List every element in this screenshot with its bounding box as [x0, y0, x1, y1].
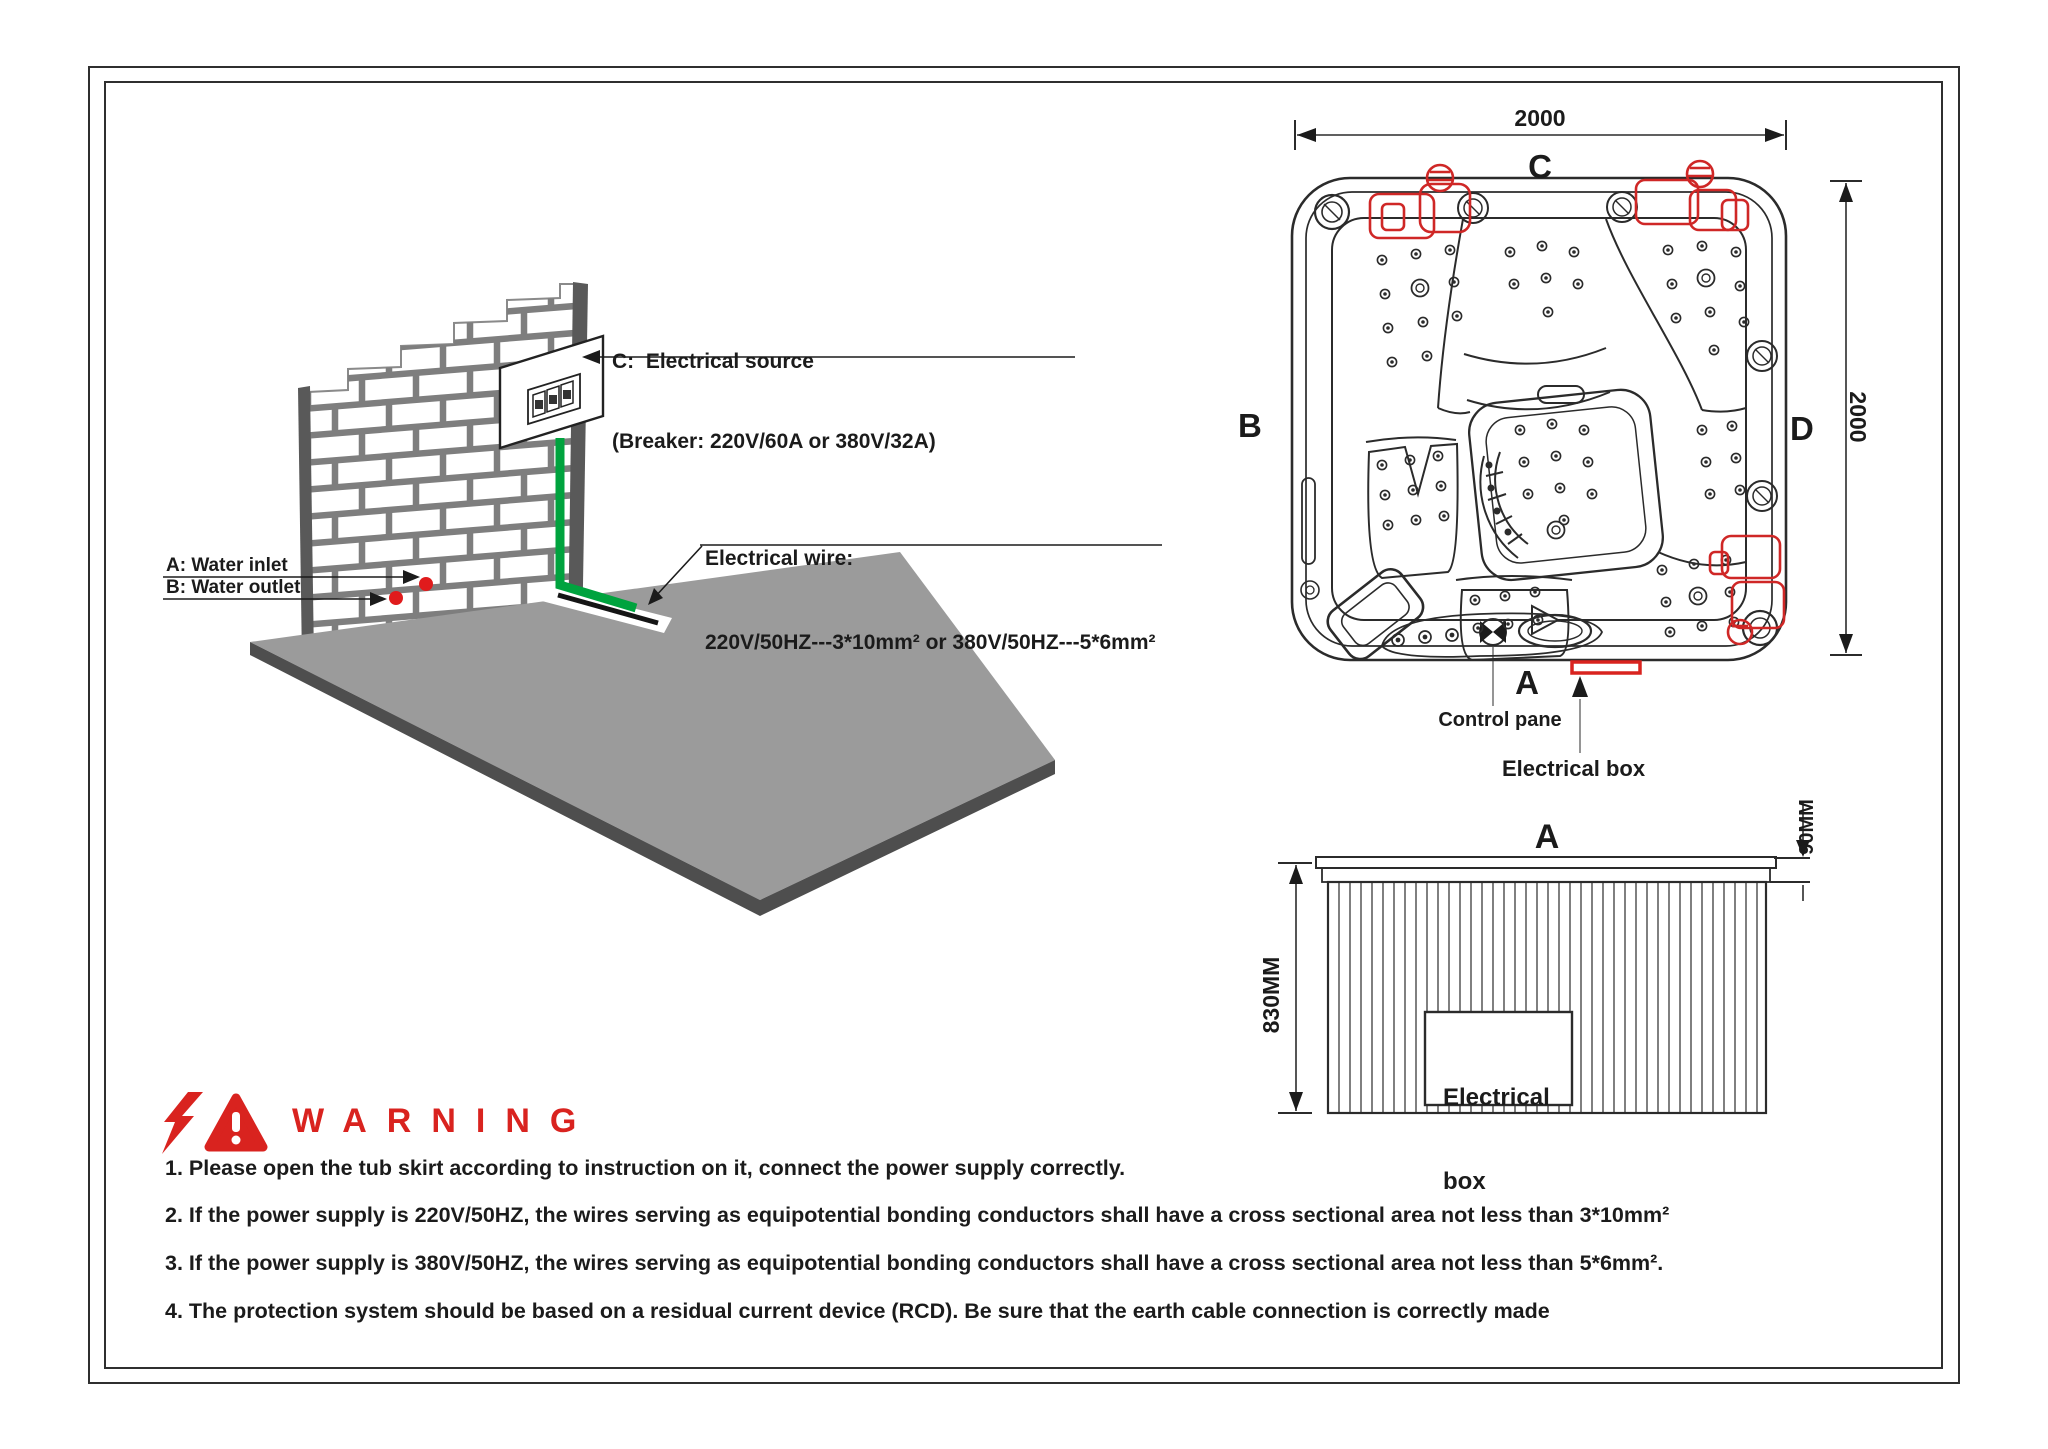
water-outlet-label: B: Water outlet — [166, 577, 301, 598]
warning-item-4: 4. The protection system should be based on a residual current device (RCD). Be sure that the earth cable connection is correctly made — [165, 1299, 1550, 1323]
electrical-wire-label-line1: Electrical wire: — [705, 547, 854, 570]
side-label-b: B — [1238, 407, 1262, 444]
side-label-a: A — [1515, 664, 1539, 701]
water-outlet-dot — [389, 591, 403, 605]
electrical-wire-label — [705, 489, 1156, 713]
warning-icons — [160, 1090, 290, 1160]
warning-item-3: 3. If the power supply is 380V/50HZ, the wires serving as equipotential bonding conductors shall have a cross sectional area not less than 5*6mm². — [165, 1251, 1664, 1275]
side-label-c: C — [1528, 148, 1552, 185]
side-view-electrical-box-line1: Electrical — [1443, 1084, 1550, 1111]
electrical-source-label-line2: (Breaker: 220V/60A or 380V/32A) — [612, 430, 936, 454]
control-panel-label: Control pane — [1438, 709, 1562, 731]
warning-item-1: 1. Please open the tub skirt according to instruction on it, connect the power supply correctly. — [165, 1156, 1126, 1180]
rim-height-label: 90MM — [1796, 799, 1819, 855]
water-inlet-label: A: Water inlet — [166, 555, 288, 576]
electrical-wire-label-line2: 220V/50HZ---3*10mm² or 380V/50HZ---5*6mm² — [705, 631, 1156, 654]
electrical-source-label-line1: C: Electrical source — [612, 350, 814, 374]
jets-group — [1377, 241, 1748, 646]
electrical-box-label: Electrical box — [1502, 756, 1646, 781]
top-view-height-dim-label: 2000 — [1844, 391, 1871, 443]
lightning-icon — [162, 1092, 203, 1154]
spa-top-view-drawing — [1270, 100, 1890, 820]
electrical-source-label — [612, 296, 936, 509]
bottom-seat — [1461, 590, 1569, 660]
cabinet-height-label: 830MM — [1258, 956, 1285, 1034]
pump-top-left — [1370, 165, 1470, 238]
headrest-pillow — [1322, 564, 1429, 665]
cabinet-rim-lower — [1322, 868, 1770, 882]
top-view-width-dim-label: 2000 — [1514, 105, 1566, 131]
side-view-electrical-box-line2: box — [1443, 1168, 1486, 1195]
water-inlet-dot — [419, 577, 433, 591]
electrical-box-marker — [1572, 662, 1640, 753]
warning-triangle-icon — [209, 1098, 263, 1147]
bottom-seat-notch — [1532, 606, 1558, 634]
warning-item-2: 2. If the power supply is 220V/50HZ, the wires serving as equipotential bonding conductors shall have a cross sectional area not less than 3*10mm² — [165, 1203, 1670, 1227]
pump-top-right — [1636, 161, 1748, 230]
side-label-d: D — [1790, 410, 1814, 447]
warning-title: WARNING — [292, 1102, 597, 1140]
side-view-title: A — [1534, 818, 1560, 856]
